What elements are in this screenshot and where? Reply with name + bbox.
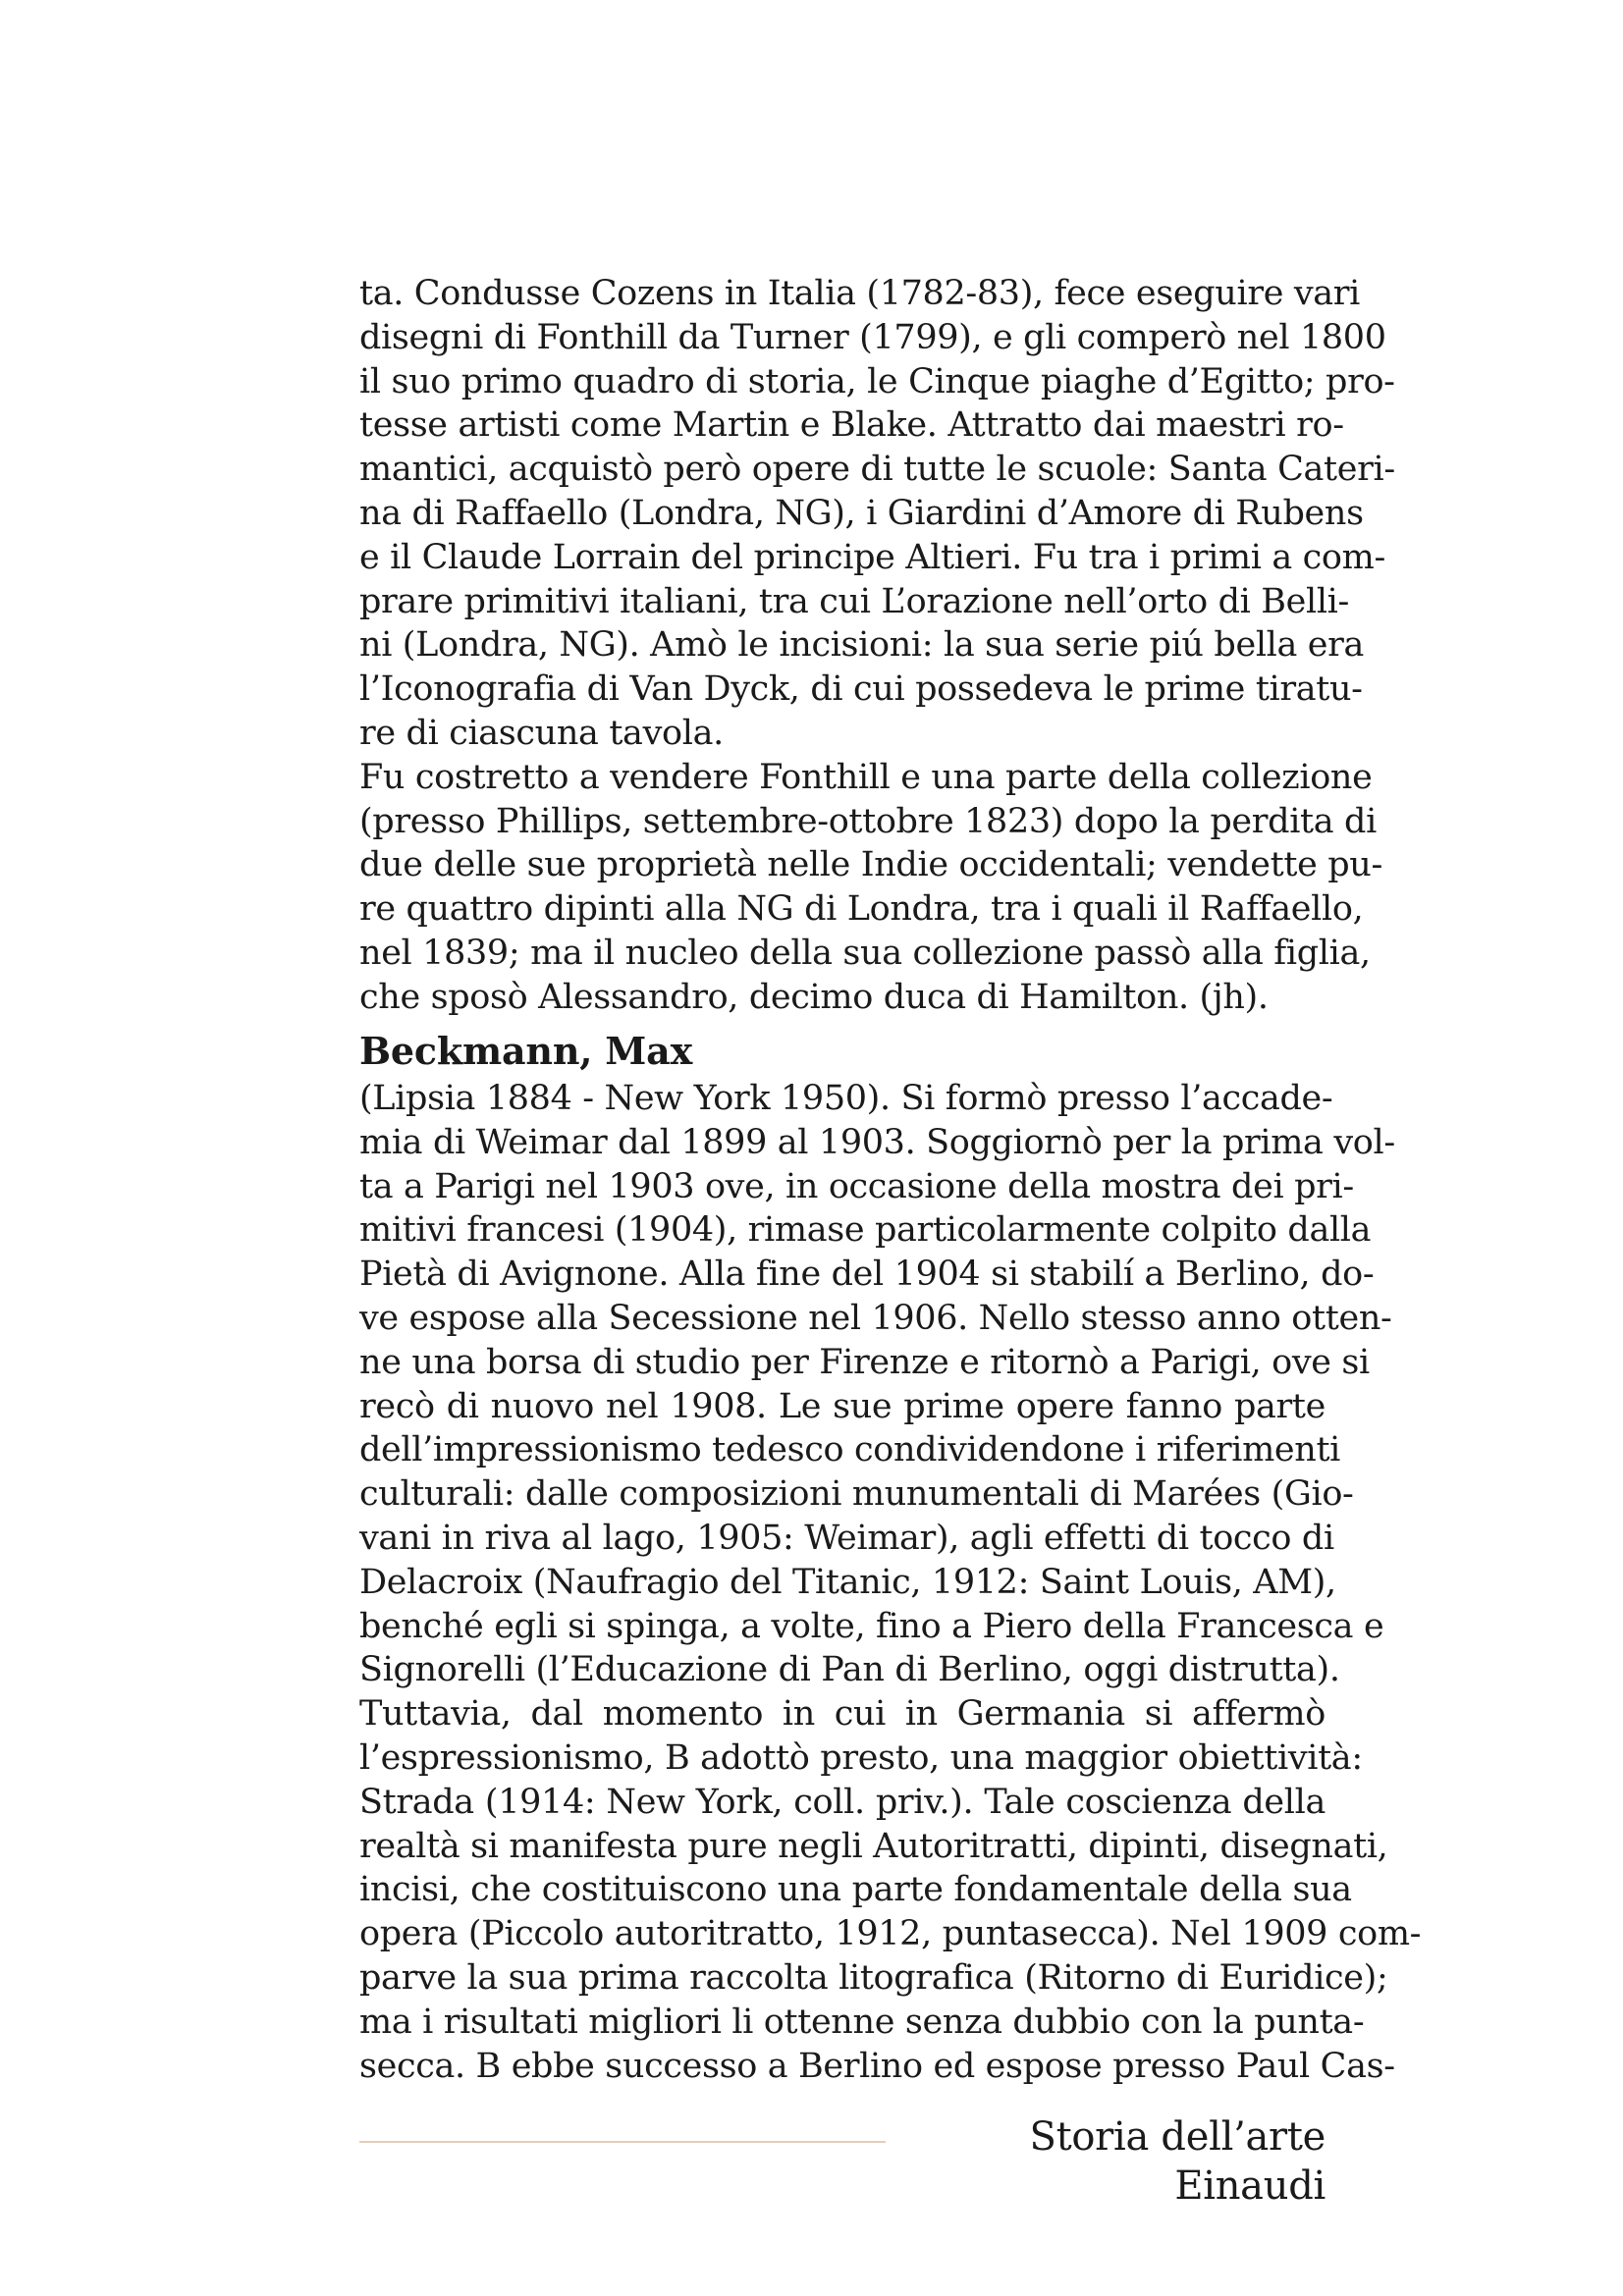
text-line: ta. Condusse Cozens in Italia (1782-83), fece eseguire vari	[359, 274, 1361, 313]
text-line: l’Iconografia di Van Dyck, di cui possedeva le prime tiratu-	[359, 669, 1363, 710]
text-line: na di Raffaello (Londra, NG), i Giardini d’Amore di Rubens	[359, 493, 1364, 533]
text-line: recò di nuovo nel 1908. Le sue prime opere fanno parte	[359, 1386, 1325, 1426]
text-line: (Lipsia 1884 - New York 1950). Si formò presso l’accade-	[359, 1079, 1333, 1118]
text-line: disegni di Fonthill da Turner (1799), e gli comperò nel 1800	[359, 317, 1386, 357]
text-line: che sposò Alessandro, decimo duca di Hamilton. (jh).	[359, 977, 1269, 1017]
footer-title: Storia dell’arte Einaudi	[1029, 2114, 1325, 2209]
text-line: benché egli si spinga, a volte, fino a Piero della Francesca e	[359, 1606, 1384, 1646]
text-line: tesse artisti come Martin e Blake. Attratto dai maestri ro-	[359, 405, 1344, 446]
text-line: mantici, acquistò però opere di tutte le scuole: Santa Cateri-	[359, 450, 1395, 490]
text-line: secca. B ebbe successo a Berlino ed espose presso Paul Cas-	[359, 2046, 1395, 2086]
text-line: ma i risultati migliori li ottenne senza dubbio con la punta-	[359, 2002, 1365, 2042]
text-line: l’espressionismo, B adottò presto, una maggior obiettività:	[359, 1737, 1363, 1778]
text-line: mitivi francesi (1904), rimase particolarmente colpito dalla	[359, 1210, 1372, 1251]
text-line: e il Claude Lorrain del principe Altieri. Fu tra i primi a com-	[359, 537, 1385, 577]
text-line: Tuttavia, dal momento in cui in Germania si affermò	[359, 1694, 1325, 1735]
text-line: ta a Parigi nel 1903 ove, in occasione della mostra dei pri-	[359, 1166, 1354, 1206]
paragraph-beckmann	[359, 1077, 1422, 2088]
text-line: opera (Piccolo autoritratto, 1912, puntasecca). Nel 1909 com-	[359, 1914, 1422, 1954]
text-line: ve espose alla Secessione nel 1906. Nello stesso anno otten-	[359, 1298, 1392, 1338]
text-line: (presso Phillips, settembre-ottobre 1823) dopo la perdita di	[359, 801, 1377, 841]
text-line: vani in riva al lago, 1905: Weimar), agli effetti di tocco di	[359, 1518, 1334, 1558]
text-line: Pietà di Avignone. Alla fine del 1904 si stabilí a Berlino, do-	[359, 1255, 1375, 1295]
text-line: Fu costretto a vendere Fonthill e una parte della collezione	[359, 757, 1373, 797]
text-line: mia di Weimar dal 1899 al 1903. Soggiornò per la prima vol-	[359, 1122, 1395, 1162]
text-line: Signorelli (l’Educazione di Pan di Berlino, oggi distrutta).	[359, 1650, 1340, 1690]
text-line: re di ciascuna tavola.	[359, 713, 724, 753]
text-line: realtà si manifesta pure negli Autoritratti, dipinti, disegnati,	[359, 1826, 1388, 1866]
entry-heading: Beckmann, Max	[359, 1029, 693, 1073]
text-line: dell’impressionismo tedesco condividendone i riferimenti	[359, 1430, 1341, 1470]
text-line: Strada (1914: New York, coll. priv.). Tale coscienza della	[359, 1782, 1325, 1822]
entry-body-text	[359, 1077, 1422, 2088]
paragraph-sale	[359, 756, 1382, 1020]
text-line: nel 1839; ma il nucleo della sua collezione passò alla figlia,	[359, 933, 1371, 973]
text-line: Delacroix (Naufragio del Titanic, 1912: Saint Louis, AM),	[359, 1562, 1336, 1602]
text-line: ne una borsa di studio per Firenze e ritornò a Parigi, ove si	[359, 1342, 1370, 1382]
text-line: ni (Londra, NG). Amò le incisioni: la sua serie piú bella era	[359, 625, 1365, 666]
text-line: il suo primo quadro di storia, le Cinque piaghe d’Egitto; pro-	[359, 361, 1395, 401]
text-line: prare primitivi italiani, tra cui L’orazione nell’orto di Belli-	[359, 581, 1349, 621]
entry-continuation-text	[359, 272, 1395, 1020]
footer-divider	[359, 2141, 886, 2143]
text-line: parve la sua prima raccolta litografica (Ritorno di Euridice);	[359, 1957, 1388, 1998]
paragraph-collection	[359, 272, 1395, 756]
text-line: due delle sue proprietà nelle Indie occidentali; vendette pu-	[359, 845, 1382, 885]
text-line: incisi, che costituiscono una parte fondamentale della sua	[359, 1870, 1352, 1910]
text-line: culturali: dalle composizioni munumentali di Marées (Gio-	[359, 1474, 1354, 1515]
text-line: re quattro dipinti alla NG di Londra, tra i quali il Raffaello,	[359, 889, 1364, 930]
